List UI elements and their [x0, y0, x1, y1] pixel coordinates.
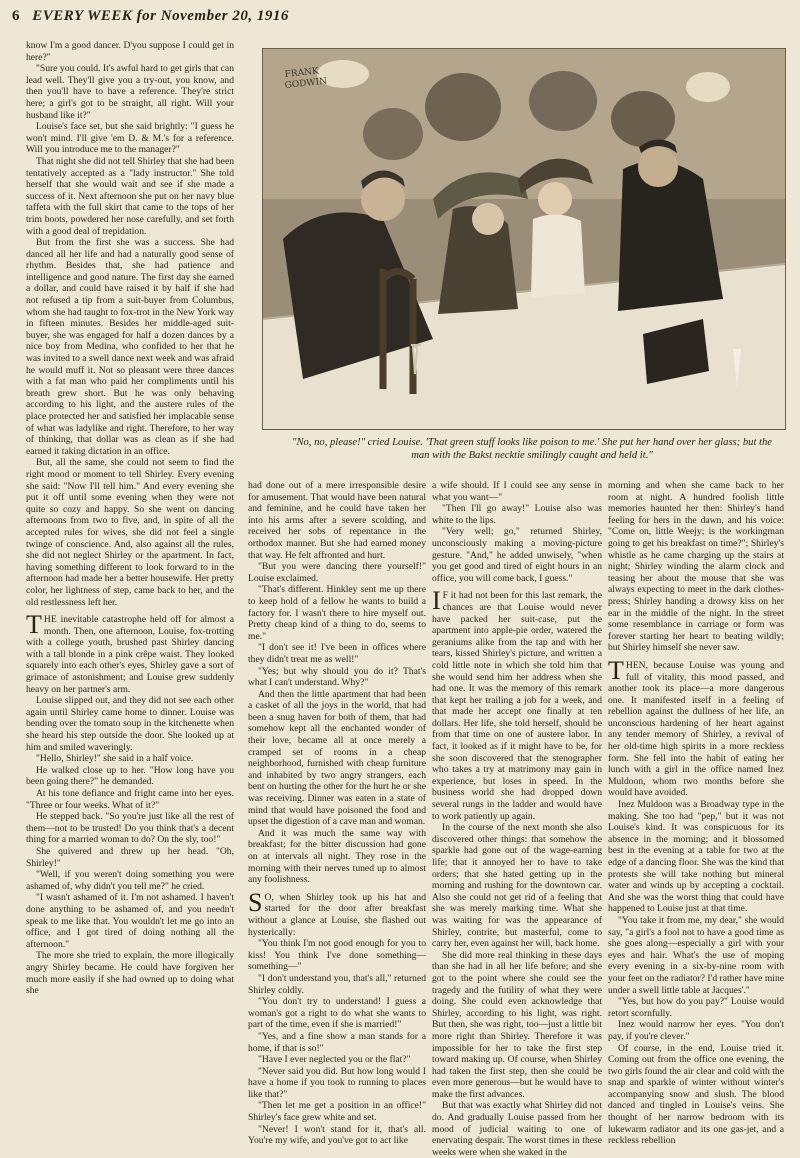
paragraph: "Then I'll go away!" Louise also was white to the lips.	[432, 503, 602, 526]
paragraph: "But you were dancing there yourself!" Louise exclaimed.	[248, 561, 426, 584]
paragraph: In the course of the next month she also discovered other things: that somehow the sparkle had gone out of the wage-earning life; that it annoyed her to have to take orders; that she hated getting up in the morning and rushing for the downtown car. Also she could not get rid of a feeling that she was merely marking time. What she was waiting for was the appearance of Shirley, contrite, but masterful, come to carry her, even against her will, back home.	[432, 822, 602, 950]
paragraph: Louise's face set, but she said brightly: "I guess he won't mind. I'll give 'em D. & M.'s for a reference. Will you introduce me to the manager?"	[26, 121, 234, 156]
paragraph: That night she did not tell Shirley that she had been tentatively accepted as a "lady instructor." She told herself that she would wait and see if she made a success of it. Next afternoon she put on her navy blue taffeta with the full skirt that came to the tops of her trim boots, powdered her nose carefully, and set forth with a good deal of trepidation.	[26, 155, 234, 237]
paragraph: a wife should. If I could see any sense in what you want—"	[432, 480, 602, 503]
woman-center-figure	[531, 214, 585, 297]
illustration-drawing	[263, 49, 785, 429]
paragraph: But from the first she was a success. She had danced all her life and had a naturally good sense of rhythm. Besides that, she had patience and intelligence and good nature. The first day she earned a dollar, and could have raised it by half if she had not refused a tip from a suit-buyer from Columbus, whom she had taught to fox-trot in the New York way in fifteen minutes. Besides her middle-aged suit-buyer, she was engaged for half a dozen dances by a nice boy from Medina, who confided to her that he was invited to a swell dance next week and was afraid he would muff it. Not so pleasant were three dances with a fat man who paid her compliments until his breath grew short. But he was only behaving according to his light, and the austere rules of the place protected her and satisfied her implacable sense of what was ladylike and right. Therefore, to her way of thinking, that dollar was as clean as if she had earned it taking dictation in an office.	[26, 237, 234, 457]
paragraph: morning and when she came back to her room at night. A hundred foolish little memories haunted her then: Shirley's hand feeling for hers in the dawn, and his voice: "Come on, little Weejy; is the workingman going to get his breakfast on time?"; Shirley's whistle as he came charging up the stairs at night; Shirley winding the alarm clock and teasing her about the mouse that she was always expecting to meet in the dark clothes-press; Shirley handing a drowsy kiss on her ear in the middle of the night. In the street some resemblance in carriage or form was forever starting her heart to beating wildly; but Shirley himself she never saw.	[608, 480, 784, 654]
paragraph: "I wasn't ashamed of it. I'm not ashamed. I haven't done anything to be ashamed of, and you needn't speak to me like that. You wouldn't let me go into an office, and I got tired of doing nothing all the afternoon."	[26, 892, 234, 950]
paragraph: "Yes, but how do you pay?" Louise would retort scornfully.	[608, 996, 784, 1019]
running-header	[12, 8, 788, 30]
paragraph: "You think I'm not good enough for you to kiss! You think I've done something—something—"	[248, 938, 426, 973]
paragraph-dropcap: THE inevitable catastrophe held off for almost a month. Then, one afternoon, Louise, fox-trotting with a college youth, brushed past Shirley dancing with a tall blonde in a pink crêpe waist. They looked squarely into each other's eyes, Shirley gave a sort of grimace of astonishment; and Louise grew suddenly heavy on her partner's arm.	[26, 610, 234, 695]
paragraph: Of course, in the end, Louise tried it. Coming out from the office one evening, the two girls found the air clear and cold with the snap and sparkle of winter without winter's accompanying snow and slush. The blood danced and tingled in Louise's veins. She thought of her narrow bedroom with its lukewarm radiator and its one gas-jet, and a reckless rebellion	[608, 1042, 784, 1147]
paragraph: He stepped back. "So you're just like all the rest of them—not to be trusted! Do you think that's a decent thing for a married woman to do? On the sly, too!"	[26, 811, 234, 846]
svg-text:GODWIN: GODWIN	[284, 76, 328, 91]
paragraph: She did more real thinking in these days than she had in all her life before; and she got to the point where she could see the tragedy and the futility of what they were doing. She could even acknowledge that Shirley, according to his light, was right. But then, she was right, too—just a little bit more right than Shirley. Therefore it was impossible for her to take the first step toward making up. Of course, when Shirley had taken the first step, then she could be even more generous—but he would have to make the first advances.	[432, 949, 602, 1100]
paragraph: "Hello, Shirley!" she said in a half voice.	[36, 753, 194, 765]
text-column-3	[432, 480, 602, 1158]
paragraph-dropcap: THEN, because Louise was young and full of vitality, this mood passed, and another took its place—a more dangerous one. It manifested itself in a feeling of rebellion against the dullness of her life, an unconscious hardening of her heart against any tender memory of Shirley, a revival of her old-time high spirits in a more reckless form. She fell into the habit of eating her lunch with a girl in the office named Inez Muldoon, whom two months before she would have avoided.	[608, 655, 784, 799]
paragraph: But that was exactly what Shirley did not do. And gradually Louise passed from her mood of judicial waiting to one of enervating despair. The worst times in these weeks were when she waked in the	[432, 1100, 602, 1158]
paragraph: "Very well; go," returned Shirley, unconsciously making a moving-picture gesture. "And," he added unwisely, "when you get good and tired of eight hours in an office, you will come back, I guess."	[432, 526, 602, 584]
paragraph: know I'm a good dancer. D'you suppose I could get in here?"	[26, 40, 234, 63]
wall-lamp-icon	[686, 72, 730, 102]
paragraph: He walked close up to her. "How long have you been going there?" he demanded.	[26, 764, 234, 788]
restaurant-illustration	[262, 48, 786, 430]
paragraph-dropcap: IF it had not been for this last remark, the chances are that Louise would never have packed her suit-case, put the apartment into apple-pie order, watered the geraniums alike from the tap and with her tears, kissed Shirley's picture, and written a cold little note in which she told him that she would send him her address when she had one. It was the memory of this remark that kept her trailing a job for a week, and that made her accept one finally at ten dollars. Her life, she told herself, should be from that time on one of austere labor. In fact, it looked as if it might have to be, for she soon discovered that the stenographer who takes a try at matrimony may gain in experience, but loses in speed. In the business world she had dropped down several rungs in the ladder and would have to work patiently up again.	[432, 586, 602, 822]
paragraph: "You don't try to understand! I guess a woman's got a right to do what she wants to part of the time, even if she is married!"	[248, 996, 426, 1031]
paragraph: "That's different. Hinkley sent me up there to keep hold of a fellow he wants to build a factory for. I wasn't there to hire myself out. Pretty cheap kind of a thing to do, seems to me."	[248, 584, 426, 642]
paragraph: "Never! I won't stand for it, that's all. You're my wife, and you've got to act like	[248, 1123, 426, 1147]
illustration-caption: "No, no, please!" cried Louise. 'That green stuff looks like poison to me.' She put her hand over her glass; but the man with the Bakst necktie smilingly caught and held it."	[292, 437, 772, 461]
magazine-title: EVERY WEEK for November 20, 1916	[32, 8, 289, 24]
paragraph: She quivered and threw up her head. "Oh, Shirley!"	[26, 845, 234, 869]
paragraph: "Then let me get a position in an office!" Shirley's face grew white and set.	[248, 1100, 426, 1124]
paragraph: Inez Muldoon was a Broadway type in the making. She too had "pep," but it was not Louise's kind. It was conspicuous for its absence in the morning; and it blossomed best in the evening at a table for two at the edge of a dancing floor. She was the kind that protests she will take nothing but mineral water and winds up by accepting a cocktail. And she was the worst thing that could have happened to Louise just at that time.	[608, 799, 784, 915]
paragraph: "Have I ever neglected you or the flat?"	[258, 1054, 411, 1066]
paragraph-dropcap: SO, when Shirley took up his hat and started for the door after breakfast without a glance at Louise, she flashed out hysterically:	[248, 887, 426, 938]
text-column-1	[26, 40, 234, 1115]
text-column-2	[248, 480, 426, 1147]
paragraph: "Well, if you weren't doing something you were ashamed of, why didn't you tell me?" he cried.	[26, 869, 234, 892]
paragraph: had done out of a mere irresponsible desire for amusement. That would have been natural and feminine, and he could have taken her into his arms after a severe scolding, and received her sobs of repentance in the orthodox manner. But she had earned money that way. He felt affronted and hurt.	[248, 480, 426, 561]
paragraph: "I don't see it! I've been in offices where they didn't treat me as well!"	[248, 642, 426, 665]
text-column-4	[608, 480, 784, 1147]
paragraph: But, all the same, she could not seem to find the right mood or moment to tell Shirley. Every evening she said: "Now I'll tell him." And every evening she put it off until some evening when they were not quite so cozy and happy. So she went on dancing afternoons from two to five, and, in spite of all the accepted rules for wives, she did not feel a single twinge of conscience. And, also against all the rules, she did not neglect Shirley or the apartment. In fact, having something different to look forward to in the afternoon had made her a better housewife. Her pretty color, her lightness of step, came back to her, and the old restlessness left her.	[26, 457, 234, 608]
page-number: 6	[12, 8, 20, 24]
paragraph: "I don't understand you, that's all," returned Shirley coldly.	[248, 972, 426, 996]
paragraph: "Sure you could. It's awful hard to get girls that can lead well. They'll give you a try-out, you know, and then you'll have to have a reference. They're strict here; a girl's got to be straight, all right. Will your husband like it?"	[26, 63, 234, 121]
paragraph: And it was much the same way with breakfast; for the bitter discussion had gone on at intervals all night. They rose in the morning with their nerves tuned up to almost any foolishness.	[248, 827, 426, 886]
paragraph: At his tone defiance and fright came into her eyes. "Three or four weeks. What of it?"	[26, 788, 234, 811]
svg-text:FRANK: FRANK	[284, 66, 320, 80]
paragraph: And then the little apartment that had been a casket of all the joys in the world, that had been a snug haven for both of them, that had somehow kept all the enchanted wonder of their love, became all at once merely a cramped set of rooms in a cheap neighborhood, furnished with cheap furniture and inhabited by two angry strangers, each bent on hurting the other for the hurt he or she was receiving. Dinner was eaten in a state of mind that would have poisoned the food and upset the digestion of a cave man and woman.	[248, 688, 426, 828]
paragraph: The more she tried to explain, the more illogically angry Shirley became. He could have forgiven her much more easily if she had owned up to doing what she	[26, 950, 234, 997]
paragraph: "Never said you did. But how long would I have a home if you took to running to places like that?"	[248, 1065, 426, 1100]
paragraph: "Yes, and a fine show a man stands for a home, if that is so!"	[248, 1030, 426, 1054]
paragraph: "Yes; but why should you do it? That's what I can't understand. Why?"	[248, 665, 426, 689]
paragraph: Inez would narrow her eyes. "You don't pay, if you're clever."	[608, 1019, 784, 1042]
paragraph: Louise slipped out, and they did not see each other again until Shirley came home to dinner. Louise was bending over the tomato soup in the kitchenette when she heard his step outside the door. She looked up at him and smiled waveringly.	[26, 695, 234, 753]
paragraph: "You take it from me, my dear," she would say, "a girl's a fool not to have a good time as she goes along—especially a girl with your eyes and hair. What's the use of moping every evening in a six-by-nine room with your feet on the radiator? I'd rather have mine under a swell little table at Jacques'."	[608, 914, 784, 996]
